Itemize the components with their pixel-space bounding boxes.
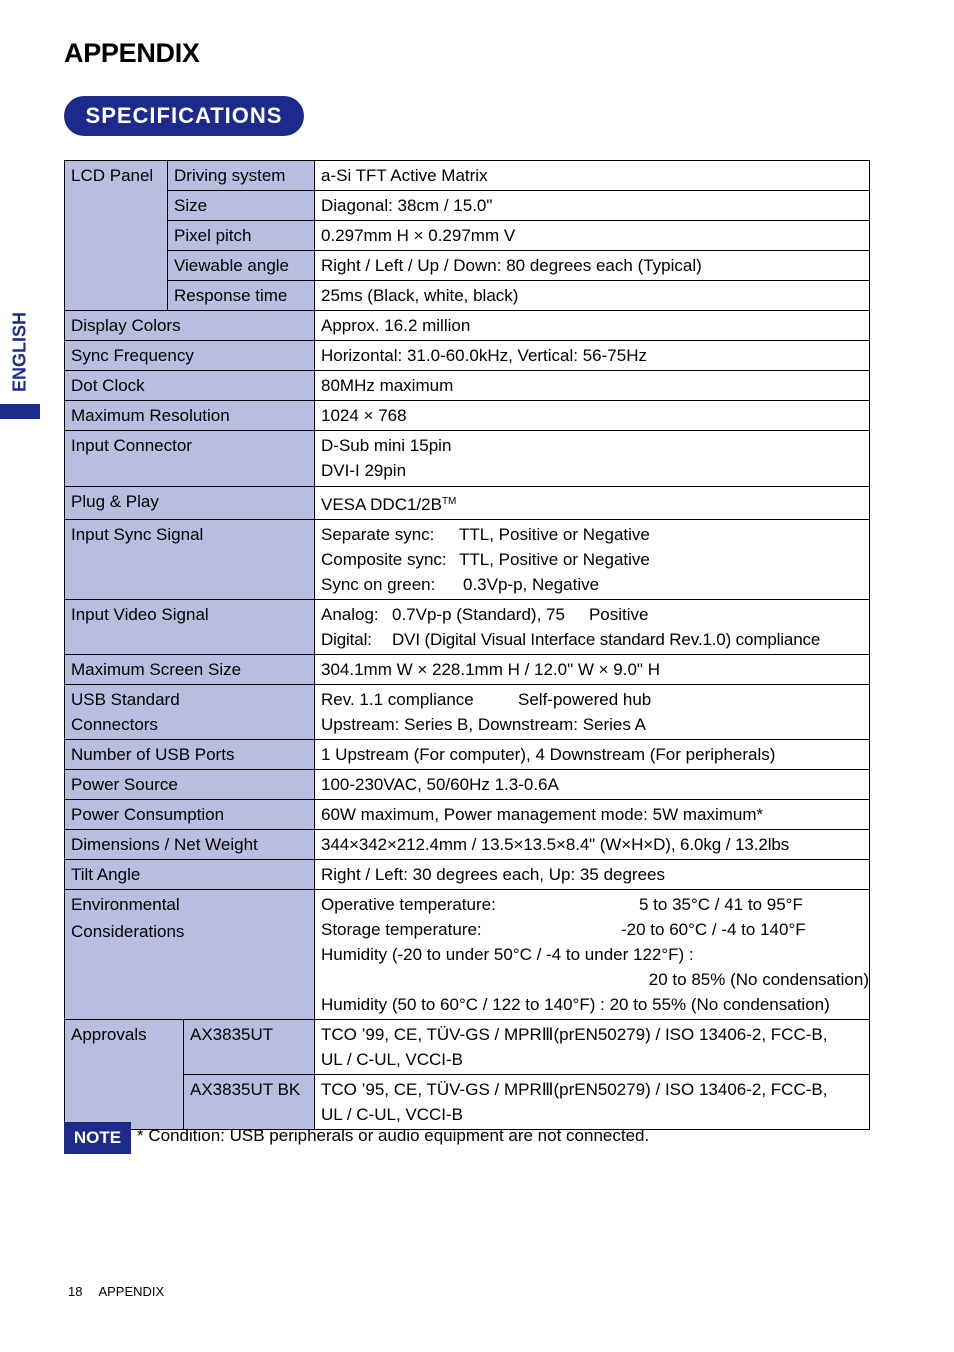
sync-type-value: 0.3Vp-p, Negative — [463, 575, 600, 594]
table-row — [65, 341, 870, 371]
video-type-value: DVI (Digital Visual Interface standard Rev.1.0) compliance — [392, 630, 821, 649]
approvals-value — [315, 1075, 870, 1130]
page-footer — [68, 1284, 180, 1299]
input-sync-label: Input Sync Signal — [65, 520, 315, 600]
response-time-label: Response time — [168, 281, 315, 311]
usb-hub-type: Self-powered hub — [518, 690, 652, 709]
environmental-label — [65, 890, 315, 1020]
table-row — [65, 1020, 870, 1075]
humidity-low-value: 20 to 85% (No condensation) — [648, 970, 869, 989]
max-resolution-value: 1024 × 768 — [315, 401, 870, 431]
power-consumption-value: 60W maximum, Power management mode: 5W maximum* — [315, 800, 870, 830]
input-connector-line: D-Sub mini 15pin — [321, 436, 452, 455]
table-row — [65, 161, 870, 191]
approvals-label: Approvals — [65, 1020, 184, 1130]
table-row — [65, 655, 870, 685]
side-tab-language-label: ENGLISH — [9, 311, 30, 393]
tilt-angle-value: Right / Left: 30 degrees each, Up: 35 degrees — [315, 860, 870, 890]
section-heading-pill: SPECIFICATIONS — [64, 96, 304, 136]
sync-type-label: Sync on green: — [321, 575, 436, 594]
display-colors-value: Approx. 16.2 million — [315, 311, 870, 341]
input-sync-value — [315, 520, 870, 600]
table-row — [65, 311, 870, 341]
sync-type-value: TTL, Positive or Negative — [459, 550, 650, 569]
sync-frequency-value: Horizontal: 31.0-60.0kHz, Vertical: 56-75Hz — [315, 341, 870, 371]
operative-temp-label: Operative temperature: — [321, 895, 496, 914]
plug-play-text: VESA DDC1/2B — [321, 495, 442, 514]
usb-standard-label — [65, 685, 315, 740]
environmental-label-line: Environmental — [71, 895, 180, 914]
sync-type-value: TTL, Positive or Negative — [459, 525, 650, 544]
approvals-line: TCO ’95, CE, TÜV-GS / MPRⅢ(prEN50279) / ISO 13406-2, FCC-B, — [321, 1080, 828, 1099]
table-row — [65, 281, 870, 311]
table-row — [65, 740, 870, 770]
input-connector-value — [315, 431, 870, 487]
response-time-value: 25ms (Black, white, black) — [315, 281, 870, 311]
power-source-label: Power Source — [65, 770, 315, 800]
usb-connector-series: Upstream: Series B, Downstream: Series A — [321, 715, 647, 734]
sync-frequency-label: Sync Frequency — [65, 341, 315, 371]
page-title: APPENDIX — [64, 38, 200, 68]
note-badge: NOTE — [64, 1122, 131, 1154]
size-label: Size — [168, 191, 315, 221]
table-row — [65, 401, 870, 431]
humidity-low-label: Humidity (-20 to under 50°C / -4 to under 122°F) : — [321, 945, 694, 964]
humidity-high-value: 20 to 55% (No condensation) — [609, 995, 830, 1014]
driving-system-value: a-Si TFT Active Matrix — [315, 161, 870, 191]
operative-temp-value: 5 to 35°C / 41 to 95°F — [639, 895, 803, 914]
approvals-line: TCO ’99, CE, TÜV-GS / MPRⅢ(prEN50279) / ISO 13406-2, FCC-B, — [321, 1025, 828, 1044]
dimensions-value: 344×342×212.4mm / 13.5×13.5×8.4" (W×H×D), 6.0kg / 13.2lbs — [315, 830, 870, 860]
table-row — [65, 830, 870, 860]
plug-play-label: Plug & Play — [65, 487, 315, 520]
table-row — [65, 800, 870, 830]
max-screen-size-label: Maximum Screen Size — [65, 655, 315, 685]
power-consumption-label: Power Consumption — [65, 800, 315, 830]
max-resolution-label: Maximum Resolution — [65, 401, 315, 431]
usb-standard-label-line: Connectors — [71, 715, 158, 734]
usb-ports-label: Number of USB Ports — [65, 740, 315, 770]
note-text: * Condition: USB peripherals or audio equipment are not connected. — [137, 1126, 650, 1145]
max-screen-size-value: 304.1mm W × 228.1mm H / 12.0" W × 9.0" H — [315, 655, 870, 685]
usb-standard-value — [315, 685, 870, 740]
sync-type-label: Separate sync: — [321, 525, 435, 544]
humidity-high-label: Humidity (50 to 60°C / 122 to 140°F) : — [321, 995, 605, 1014]
usb-compliance: Rev. 1.1 compliance — [321, 690, 474, 709]
approvals-value — [315, 1020, 870, 1075]
table-row — [65, 371, 870, 401]
table-row — [65, 890, 870, 1020]
environmental-value — [315, 890, 870, 1020]
dimensions-label: Dimensions / Net Weight — [65, 830, 315, 860]
video-type-label: Analog: — [321, 605, 379, 624]
specifications-table — [64, 160, 870, 1130]
storage-temp-label: Storage temperature: — [321, 920, 482, 939]
table-row — [65, 1075, 870, 1130]
table-row — [65, 520, 870, 600]
environmental-label-line: Considerations — [71, 922, 185, 941]
viewable-angle-value: Right / Left / Up / Down: 80 degrees each (Typical) — [315, 251, 870, 281]
storage-temp-value: -20 to 60°C / -4 to 140°F — [621, 920, 806, 939]
table-row — [65, 600, 870, 655]
table-row — [65, 860, 870, 890]
page-number: 18 — [68, 1284, 83, 1299]
input-video-label: Input Video Signal — [65, 600, 315, 655]
video-type-value: 0.7Vp-p (Standard), 75 — [392, 605, 565, 624]
pixel-pitch-label: Pixel pitch — [168, 221, 315, 251]
video-type-label: Digital: — [321, 630, 372, 649]
table-row — [65, 487, 870, 520]
table-row — [65, 191, 870, 221]
approvals-line: UL / C-UL, VCCI-B — [321, 1105, 464, 1124]
input-video-value — [315, 600, 870, 655]
display-colors-label: Display Colors — [65, 311, 315, 341]
plug-play-value — [315, 487, 870, 520]
table-row — [65, 685, 870, 740]
table-row — [65, 431, 870, 487]
table-row — [65, 221, 870, 251]
driving-system-label: Driving system — [168, 161, 315, 191]
footer-section: APPENDIX — [98, 1284, 165, 1299]
input-connector-label: Input Connector — [65, 431, 315, 487]
side-tab-marker — [0, 404, 40, 419]
table-row — [65, 770, 870, 800]
sync-type-label: Composite sync: — [321, 550, 447, 569]
usb-standard-label-line: USB Standard — [71, 690, 180, 709]
tilt-angle-label: Tilt Angle — [65, 860, 315, 890]
dot-clock-value: 80MHz maximum — [315, 371, 870, 401]
usb-ports-value: 1 Upstream (For computer), 4 Downstream (For peripherals) — [315, 740, 870, 770]
trademark-mark: TM — [441, 496, 457, 507]
pixel-pitch-value: 0.297mm H × 0.297mm V — [315, 221, 870, 251]
model-label: AX3835UT BK — [184, 1075, 315, 1130]
size-value: Diagonal: 38cm / 15.0" — [315, 191, 870, 221]
viewable-angle-label: Viewable angle — [168, 251, 315, 281]
approvals-line: UL / C-UL, VCCI-B — [321, 1050, 464, 1069]
lcd-panel-label: LCD Panel — [65, 161, 168, 311]
video-polarity: Positive — [588, 605, 649, 624]
input-connector-line: DVI-I 29pin — [321, 461, 407, 480]
dot-clock-label: Dot Clock — [65, 371, 315, 401]
model-label: AX3835UT — [184, 1020, 315, 1075]
power-source-value: 100-230VAC, 50/60Hz 1.3-0.6A — [315, 770, 870, 800]
table-row — [65, 251, 870, 281]
